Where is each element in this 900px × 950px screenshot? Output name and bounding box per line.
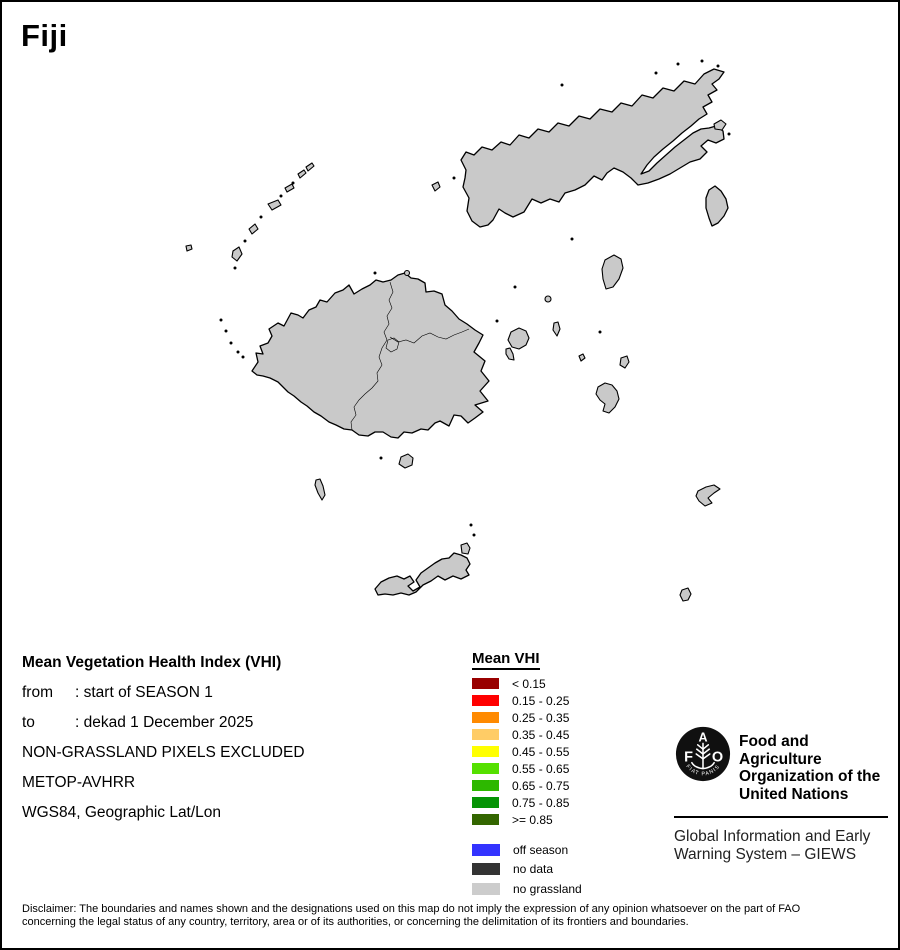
legend-row: 0.65 - 0.75 (472, 777, 582, 794)
fao-header (674, 724, 890, 803)
legend-swatch (472, 695, 499, 706)
fao-block (674, 724, 890, 864)
island-vatulele (315, 479, 325, 500)
disclaimer (22, 903, 800, 929)
vhi-legend (472, 650, 582, 899)
svg-text:A: A (698, 730, 708, 745)
island-koro (602, 255, 623, 289)
legend-row: >= 0.85 (472, 811, 582, 828)
divider-line (674, 816, 888, 818)
legend-swatch (472, 797, 499, 808)
island-viwa (186, 245, 192, 251)
svg-text:O: O (711, 749, 724, 766)
map-info-block (22, 654, 305, 834)
fao-org-name: Food and Agriculture Organization of the United Nations (739, 733, 881, 803)
info-row-to: to : dekad 1 December 2025 (22, 714, 254, 731)
legend-swatch (472, 863, 500, 875)
fao-motto: FIAT PANIS (684, 763, 722, 778)
info-line: NON-GRASSLAND PIXELS EXCLUDED (22, 744, 305, 761)
island-vanua-levu (461, 69, 724, 227)
legend-row: 0.55 - 0.65 (472, 760, 582, 777)
info-row-from: from : start of SEASON 1 (22, 684, 213, 701)
legend-row: 0.35 - 0.45 (472, 726, 582, 743)
legend-swatch (472, 729, 499, 740)
legend-swatch (472, 678, 499, 689)
island-moturiki (506, 348, 514, 360)
legend-swatch (472, 844, 500, 856)
legend-swatch (472, 712, 499, 723)
yasawa-island-chain (232, 163, 314, 270)
legend-swatch (472, 814, 499, 825)
island-ring (405, 271, 410, 276)
island-kadavu (375, 553, 470, 595)
legend-row: < 0.15 (472, 675, 582, 692)
legend-swatch (472, 763, 499, 774)
svg-text:F: F (684, 749, 693, 766)
island-ono (461, 543, 470, 554)
mamanuca-islands (220, 319, 245, 359)
island-nairai (620, 356, 629, 368)
giews-label: Global Information and Early Warning System – GIEWS (674, 828, 871, 863)
legend-row: no data (472, 860, 582, 880)
island-taveuni (706, 186, 728, 226)
island-sliver (432, 182, 440, 191)
legend-swatch (472, 746, 499, 757)
island-makogai (545, 296, 551, 302)
island-small (579, 354, 585, 361)
legend-row: 0.25 - 0.35 (472, 709, 582, 726)
fao-logo-icon (674, 724, 732, 784)
legend-row: 0.45 - 0.55 (472, 743, 582, 760)
legend-row: no grassland (472, 879, 582, 899)
island-viti-levu (252, 273, 489, 438)
legend-classes (472, 675, 582, 828)
legend-swatch (472, 883, 500, 895)
legend-row: 0.15 - 0.25 (472, 692, 582, 709)
legend-title: Mean VHI (472, 650, 540, 670)
disclaimer-line: Disclaimer: The boundaries and names shown and the designations used on this map do not imply the expression of any opinion whatsoever on the part of FAO (22, 903, 801, 915)
info-line: WGS84, Geographic Lat/Lon (22, 804, 222, 821)
island-wakaya (553, 322, 560, 336)
legend-row: off season (472, 840, 582, 860)
disclaimer-line: concerning the legal status of any country, territory, area or of its authorities, or concerning the delimitation of its frontiers and boundaries. (22, 916, 689, 928)
island-ovalau (508, 328, 529, 349)
island-gau (596, 383, 619, 413)
info-title: Mean Vegetation Health Index (VHI) (22, 654, 282, 671)
island-beqa (399, 454, 413, 468)
island-matuku (680, 588, 691, 601)
island-qamea (714, 120, 726, 130)
page-title: Fiji (21, 18, 68, 53)
island-moala (696, 485, 720, 506)
info-line: METOP-AVHRR (22, 774, 136, 791)
legend-special (472, 840, 582, 899)
legend-row: 0.75 - 0.85 (472, 794, 582, 811)
legend-swatch (472, 780, 499, 791)
